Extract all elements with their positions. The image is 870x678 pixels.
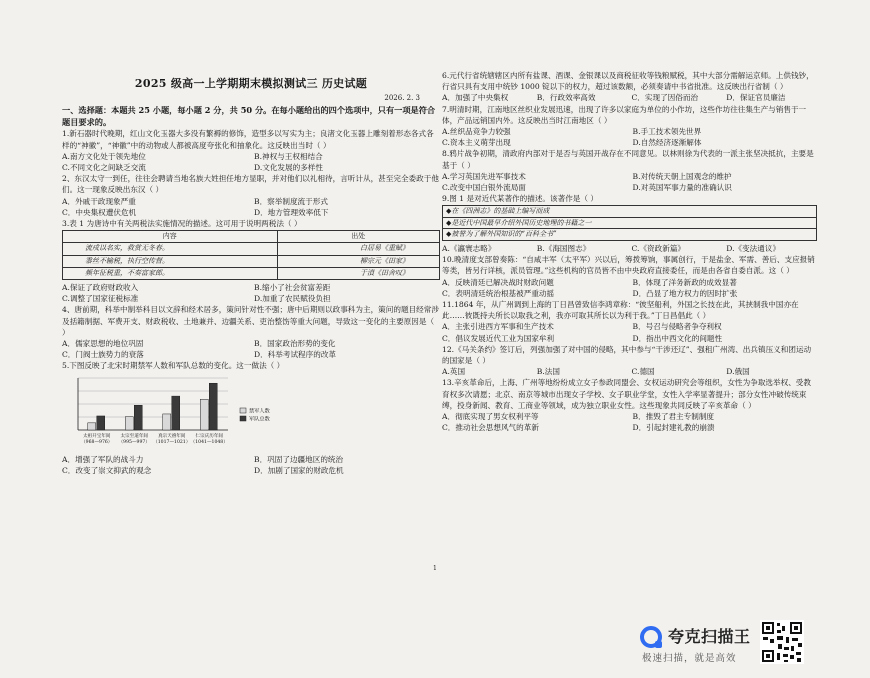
option-c: C．表明清廷统治根基被严重动摇 bbox=[442, 288, 555, 298]
brand-name: 夸克扫描王 bbox=[668, 627, 751, 646]
option-a: A．反映清廷已解决战时财政问题 bbox=[442, 277, 554, 287]
option-d: D.加重了农民赋役负担 bbox=[254, 294, 331, 304]
question-6 bbox=[442, 70, 817, 104]
poetry-table bbox=[62, 230, 440, 280]
exam-title: 2025 级高一上学期期末模拟测试三 历史试题 bbox=[134, 77, 368, 90]
legend-label: 军队总数 bbox=[249, 416, 270, 423]
question-stem: 10.晚清度支部曾奏陈：“自咸丰军（太平军）兴以后，筹拨筹饷，事属创行，于是盐金、军需、善后、支应报销等类，皆另行详核，派员管理。”这些机构的官员皆不由中央政府直接委任，而是由各省自委自派。这（ ） bbox=[442, 255, 815, 276]
option-b: B．推毁了君主专制制度 bbox=[632, 411, 715, 421]
question-10 bbox=[442, 254, 817, 299]
table-cell: 柳宗元《田家》 bbox=[277, 255, 439, 267]
box-line: ◆被誉为了解外国知识的“百科全书” bbox=[446, 230, 557, 239]
brand-slogan: 极速扫描，就是高效 bbox=[642, 653, 737, 664]
table-cell: 频年征税重，不奏富家郎。 bbox=[63, 267, 278, 279]
bar-guard bbox=[163, 414, 171, 430]
question-1 bbox=[62, 128, 440, 173]
option-c: C.改变中国白银外流局面 bbox=[442, 183, 526, 193]
option-b: B．察举制度流于形式 bbox=[254, 196, 328, 206]
song-army-chart bbox=[66, 374, 440, 452]
option-a: A．主张引进西方军事和生产技术 bbox=[442, 322, 554, 332]
option-a: A.南方文化处于领先地位 bbox=[62, 151, 146, 161]
bar-total bbox=[134, 405, 142, 430]
option-c: C．改变了崇文抑武的观念 bbox=[62, 465, 152, 475]
question-stem: 5.下图反映了北宋时期禁军人数和军队总数的变化。这一做法（ ） bbox=[62, 361, 285, 371]
tick-label: 太宗至道年间 bbox=[120, 433, 149, 439]
tick-label: （1017—1021） bbox=[153, 439, 191, 445]
option-a: A.学习英国先进军事技术 bbox=[442, 171, 526, 181]
question-12 bbox=[442, 344, 817, 378]
option-d: D．保证官员廉洁 bbox=[726, 93, 786, 103]
bar-total bbox=[209, 383, 217, 430]
option-c: C．中央集权遭伏危机 bbox=[62, 207, 137, 217]
option-a: A.《瀛寰志略》 bbox=[442, 243, 496, 253]
question-stem: 8.鸦片战争初期，清政府内部对于是否与英国开战存在不同意见。以林则徐为代表的一派主张坚决抵抗，主要是基于（ ） bbox=[442, 149, 814, 170]
option-c: C.资本主义萌芽出现 bbox=[442, 138, 511, 148]
table-cell: 于濆《田舍叹》 bbox=[277, 267, 439, 279]
table-row bbox=[63, 267, 440, 279]
option-a: A．彻底实现了男女权利平等 bbox=[442, 411, 539, 421]
bar-total bbox=[97, 416, 105, 430]
tick-label: （995—997） bbox=[118, 439, 150, 445]
legend-label: 禁军人数 bbox=[249, 408, 270, 415]
option-a: A．加强了中央集权 bbox=[442, 93, 509, 103]
page-number: 1 bbox=[433, 565, 437, 572]
figure-1-box bbox=[442, 205, 817, 241]
legend-swatch bbox=[240, 416, 246, 421]
option-b: B.缩小了社会贫富差距 bbox=[254, 283, 331, 293]
question-4 bbox=[62, 304, 440, 360]
tick-label: （1041—1048） bbox=[190, 439, 228, 445]
tick-label: 真宗天禧年间 bbox=[157, 433, 186, 439]
tick-label: （968—976） bbox=[81, 439, 113, 445]
right-column bbox=[442, 70, 817, 433]
question-stem: 4、唐前期，科举中制举科目以文辞和经术居多，策问针对性不强；唐中后期则以政事科为主，策问的题目经常涉及括籍制据、军费开支、财政税收、土地兼并、边疆关系、吏治整饬等重大问题，导致这一变化的主要原因是（ ） bbox=[62, 305, 439, 337]
tick-label: 太祖开宝年间 bbox=[82, 433, 111, 439]
option-c: C．推动社会思想风气的革新 bbox=[442, 423, 539, 433]
left-column bbox=[62, 70, 440, 476]
option-c: C.调整了国家征税标准 bbox=[62, 294, 139, 304]
question-5 bbox=[62, 360, 440, 476]
option-b: B．体现了洋务新政的成效显著 bbox=[632, 277, 737, 287]
tick-label: 仁宗庆历年间 bbox=[195, 433, 224, 439]
qr-code-icon bbox=[760, 620, 804, 664]
box-line: ◆是近代中国最早介绍外国历史地理的书籍之一 bbox=[443, 218, 816, 230]
option-a: A．增强了军队的战斗力 bbox=[62, 454, 144, 464]
option-b: B．巩固了边疆地区的统治 bbox=[254, 454, 344, 464]
question-stem: 11.1864 年，从广州调到上海的丁日昌曾致信李鸿章称：“彼坚船利，外国之长技在此，其挟制我中国亦在此……彼既持夫所长以取我之利，我亦可取其所长以为利于我。”丁日昌倡此（ ） bbox=[442, 299, 799, 321]
option-d: D．科举考试程序的改革 bbox=[254, 350, 337, 360]
question-11 bbox=[442, 299, 817, 344]
quark-logo-icon bbox=[640, 626, 662, 648]
question-stem: 6.元代行省统辖辖区内所有盐课、酒课、金银课以及商税征收等钱粮赋税，其中大部分需解运京师。上供钱钞，行省只具有支用中统钞 1000 锭以下的权力，超过该数额，必须奏请中书省批准。这反映出行省制（ ） bbox=[442, 71, 814, 92]
option-b: B.《海国图志》 bbox=[536, 243, 591, 253]
option-b: B．行政效率高效 bbox=[536, 93, 596, 103]
table-header: 出处 bbox=[277, 231, 439, 243]
option-b: B.对传统天朝上国观念的维护 bbox=[632, 171, 732, 181]
option-d: D.俄国 bbox=[726, 367, 750, 377]
section-heading: 一、选择题：本题共 25 小题，每小题 2 分，共 50 分。在每小题给出的四个选项中，只有一项是符合题目要求的。 bbox=[62, 105, 436, 128]
bar-guard bbox=[200, 399, 208, 430]
bar-guard bbox=[125, 416, 133, 429]
option-a: A.丝织品竞争力较强 bbox=[442, 127, 511, 137]
legend-swatch bbox=[240, 408, 246, 413]
option-b: B．号召与侵略者争夺利权 bbox=[632, 322, 722, 332]
option-d: D．指出中西文化的间题性 bbox=[632, 333, 723, 343]
option-c: C．门阀士族势力的衰落 bbox=[62, 350, 144, 360]
question-stem: 3.表 1 为唐诗中有关两税法实施情况的描述。这可用于说明两税法（ ） bbox=[62, 219, 302, 229]
option-a: A．外戚干政现象严重 bbox=[62, 196, 136, 206]
table-row bbox=[63, 243, 440, 255]
question-3 bbox=[62, 218, 440, 304]
bar-guard bbox=[88, 423, 96, 430]
question-7 bbox=[442, 104, 817, 149]
option-c: C．实现了因俗而治 bbox=[631, 93, 699, 103]
question-stem: 9.图 1 是对近代某著作的描述。该著作是（ ） bbox=[442, 194, 599, 204]
option-d: D．地方管理效率低下 bbox=[254, 207, 329, 217]
bar-chart-svg bbox=[66, 374, 306, 452]
option-a: A．儒家思想的地位巩固 bbox=[62, 339, 144, 349]
option-c: C.不同文化之间缺乏交流 bbox=[62, 163, 146, 173]
option-b: B.法国 bbox=[536, 367, 560, 377]
option-a: A.保证了政府财政收入 bbox=[62, 283, 139, 293]
table-row bbox=[63, 255, 440, 267]
option-d: D．引起封建礼教的崩溃 bbox=[632, 423, 715, 433]
option-d: D．加剧了国家的财政危机 bbox=[254, 465, 344, 475]
question-stem: 12.《马关条约》签订后，列强加强了对中国的侵略，其中参与“干涉还辽”、强租广州湾、出兵镇压义和团运动的国家是（ ） bbox=[442, 344, 812, 365]
question-13 bbox=[442, 377, 817, 433]
table-cell: 黍丝不输税，执行空传督。 bbox=[63, 255, 278, 267]
option-b: B.神权与王权相结合 bbox=[254, 151, 323, 161]
question-stem: 2、东汉太守一到任，往往会聘请当地名族大姓担任地方显职，并对他们以礼相待，言听计从，甚至完全委政于他们。这一现象反映出东汉（ ） bbox=[62, 174, 439, 195]
option-c: C.《资政新篇》 bbox=[631, 243, 686, 253]
option-d: D.对英国军事力量的准确认识 bbox=[632, 183, 732, 193]
option-b: B.手工技术领先世界 bbox=[632, 127, 702, 137]
option-d: D.文化发展的多样性 bbox=[254, 163, 323, 173]
question-stem: 7.明清时期，江南地区丝织业发展迅速，出现了许多以家庭为单位的小作坊，这些作坊往往集生产与销售于一体，产品远销国内外。这反映出当时江南地区（ ） bbox=[442, 104, 807, 125]
option-c: C．倡议发展近代工业为国家牟利 bbox=[442, 333, 555, 343]
scanner-watermark bbox=[640, 622, 760, 666]
option-d: D.自然经济逐渐解体 bbox=[632, 138, 702, 148]
box-line: ◆在《四洲志》的基础上编写而成 bbox=[443, 206, 816, 218]
question-8 bbox=[442, 148, 817, 193]
option-d: D．凸显了地方权力的因时扩张 bbox=[632, 288, 738, 298]
table-cell: 流戍以名实，救赏无冬春。 bbox=[63, 243, 278, 255]
option-d: D.《变法通议》 bbox=[726, 243, 781, 253]
option-a: A.英国 bbox=[442, 367, 466, 377]
bar-total bbox=[172, 396, 180, 430]
option-b: B．国家政治形势的变化 bbox=[254, 339, 336, 349]
option-c: C.德国 bbox=[631, 367, 655, 377]
question-stem: 13.辛亥革命后，上海、广州等地纷纷成立女子参政同盟会、女权运动研究会等组织，女性为争取选举权、受教育权多次请愿；北京、南京等城市出现女子学校、女子职业学堂，女性入学率显著提升；部分女性冲破传统束缚，投身新闻、教育、工商业等领域，成为独立职业女性。这些现象共同反映了辛亥革命（ ） bbox=[442, 378, 811, 410]
exam-date: 2026. 2. 3 bbox=[384, 94, 420, 103]
question-2 bbox=[62, 173, 440, 218]
table-header: 内容 bbox=[63, 231, 278, 243]
question-9 bbox=[442, 193, 817, 254]
table-cell: 白居易《重赋》 bbox=[277, 243, 439, 255]
question-stem: 1.新石器时代晚期，红山文化玉器大多没有繁褥的修饰，造型多以写实为主；良渚文化玉器上雕刻着形态各式各样的“神徽”，“神徽”中的动物或人都被高度夸张化和抽象化。这反映出当时（ ） bbox=[62, 129, 434, 150]
